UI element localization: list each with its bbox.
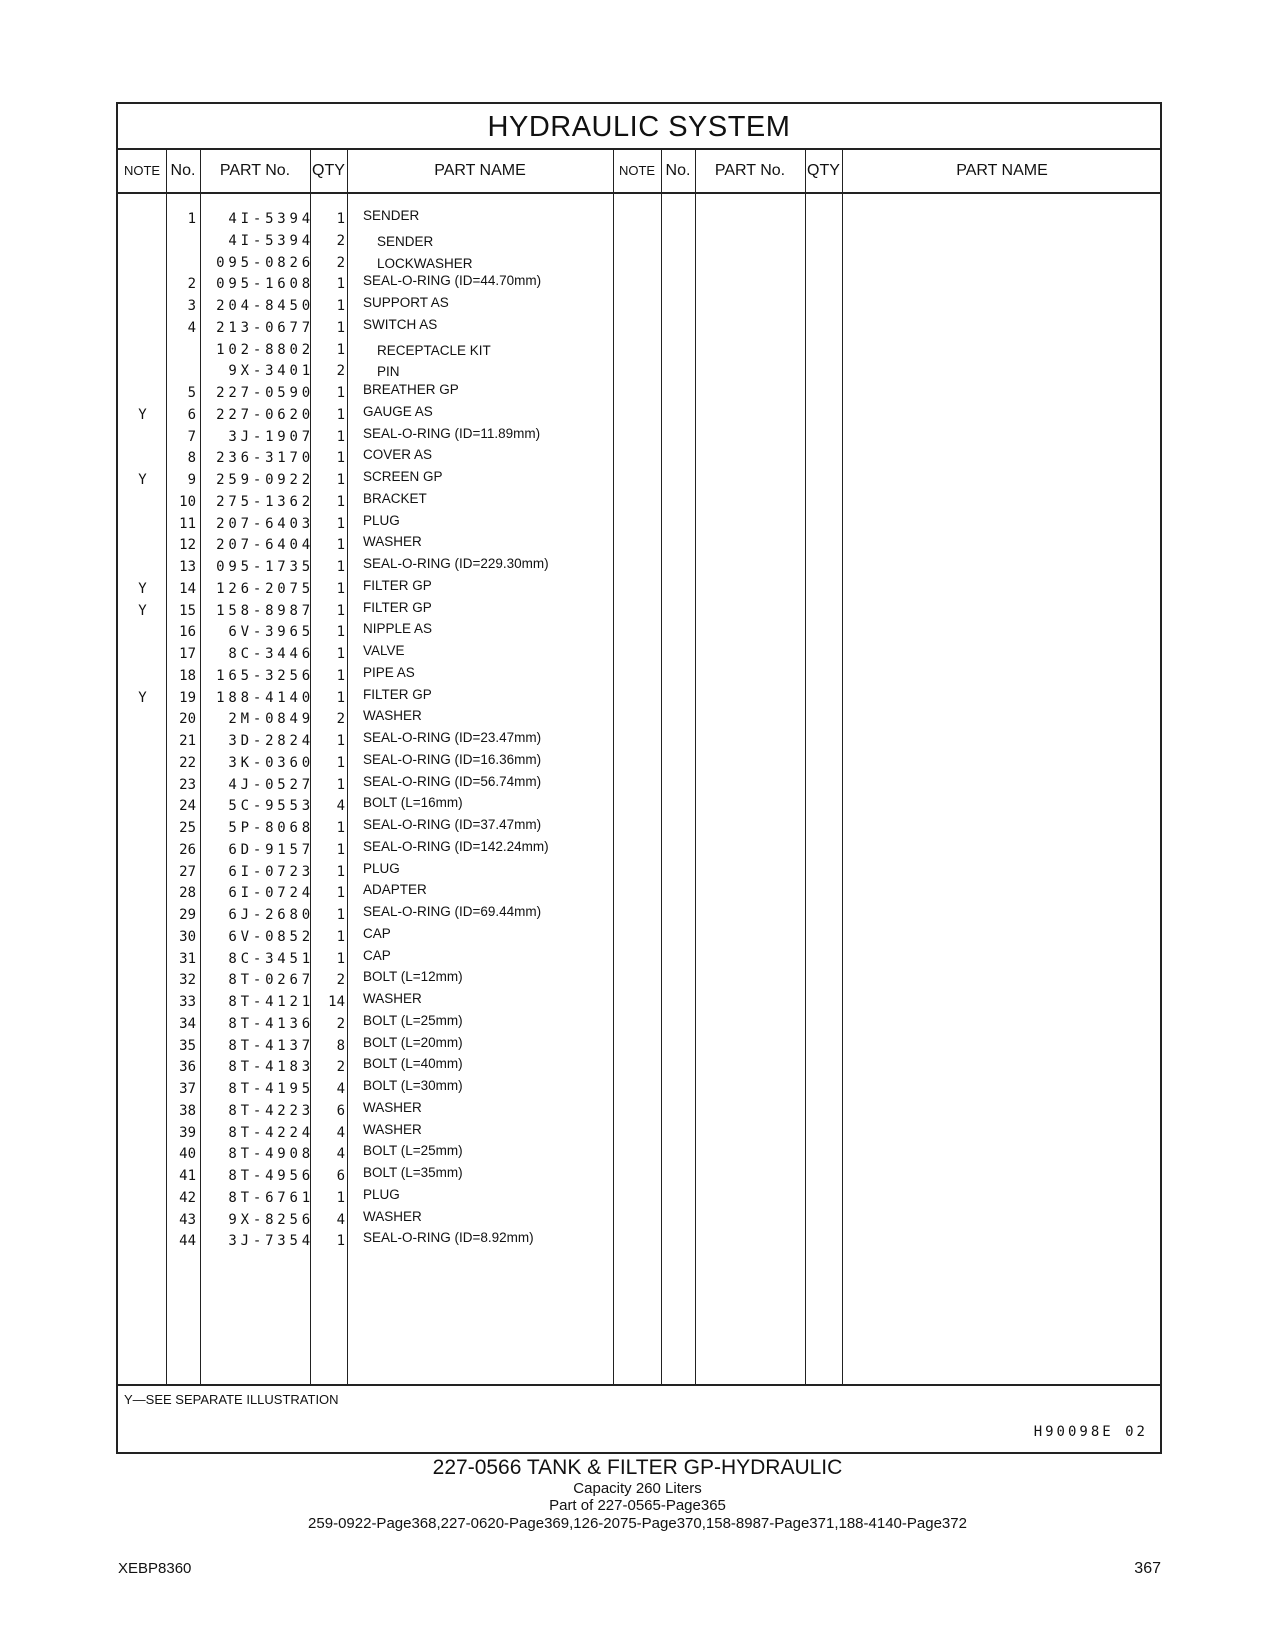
item-number-cell: 30 xyxy=(179,928,196,945)
item-number-cell: 31 xyxy=(179,950,196,967)
part-name-cell: COVER AS xyxy=(363,447,433,463)
part-number-cell: 207-6404 xyxy=(216,537,314,554)
quantity-cell: 1 xyxy=(336,298,345,314)
part-name-cell: WASHER xyxy=(363,1121,422,1137)
quantity-cell: 1 xyxy=(336,667,345,684)
part-name-cell: RECEPTACLE KIT xyxy=(377,342,491,358)
quantity-cell: 1 xyxy=(336,580,345,597)
table-row xyxy=(118,447,1162,469)
item-number-cell: 21 xyxy=(179,733,196,749)
part-number-cell: 3J-7354 xyxy=(228,1233,314,1250)
part-name-cell: BOLT (L=16mm) xyxy=(363,795,463,811)
quantity-cell: 2 xyxy=(336,254,345,271)
note-cell: Y xyxy=(138,602,147,619)
item-number-cell: 16 xyxy=(179,624,196,641)
part-number-cell: 259-0922 xyxy=(216,472,314,488)
part-number-cell: 3J-1907 xyxy=(228,428,314,445)
part-number-cell: 8T-4136 xyxy=(228,1015,314,1032)
quantity-cell: 1 xyxy=(336,472,345,488)
part-number-cell: 8T-4224 xyxy=(228,1124,314,1141)
part-name-cell: SUPPORT AS xyxy=(363,295,449,310)
quantity-cell: 4 xyxy=(336,1146,345,1163)
item-number-cell: 43 xyxy=(179,1211,196,1228)
part-name-cell: GAUGE AS xyxy=(363,403,433,419)
table-row xyxy=(118,404,1162,426)
drawing-code: H90098E 02 xyxy=(1033,1424,1148,1440)
table-row xyxy=(118,360,1162,382)
table-row xyxy=(118,708,1162,730)
part-number-cell: 4I-5394 xyxy=(228,232,314,249)
quantity-cell: 1 xyxy=(336,754,345,771)
table-row xyxy=(118,991,1162,1013)
item-number-cell: 22 xyxy=(179,754,196,771)
item-number-cell: 42 xyxy=(179,1189,196,1206)
item-number-cell: 35 xyxy=(179,1037,196,1054)
part-name-cell: WASHER xyxy=(363,1099,422,1115)
quantity-cell: 1 xyxy=(336,385,345,401)
table-row xyxy=(118,839,1162,861)
part-name-cell: BOLT (L=12mm) xyxy=(363,969,463,985)
part-number-cell: 204-8450 xyxy=(216,298,314,314)
quantity-cell: 1 xyxy=(336,559,345,575)
parts-table-frame xyxy=(116,102,1162,1454)
part-number-cell: 8T-4121 xyxy=(228,994,314,1010)
item-number-cell: 23 xyxy=(179,776,196,793)
quantity-cell: 1 xyxy=(336,928,345,945)
item-number-cell: 11 xyxy=(179,515,196,532)
quantity-cell: 1 xyxy=(336,1233,345,1250)
part-name-cell: PLUG xyxy=(363,860,400,876)
table-row xyxy=(118,730,1162,752)
part-number-cell: 3K-0360 xyxy=(228,754,314,771)
item-number-cell: 25 xyxy=(179,820,196,836)
table-row xyxy=(118,1165,1162,1187)
item-number-cell: 37 xyxy=(179,1081,196,1097)
table-row xyxy=(118,665,1162,687)
part-number-cell: 3D-2824 xyxy=(228,733,314,749)
item-number-cell: 5 xyxy=(187,385,196,401)
part-number-cell: 275-1362 xyxy=(216,493,314,510)
item-number-cell: 34 xyxy=(179,1015,196,1032)
part-number-cell: 6I-0724 xyxy=(228,885,314,902)
item-number-cell: 44 xyxy=(179,1233,196,1250)
quantity-cell: 4 xyxy=(336,798,345,815)
part-number-cell: 4J-0527 xyxy=(228,776,314,793)
part-name-cell: FILTER GP xyxy=(363,577,432,593)
note-cell: Y xyxy=(138,580,147,597)
part-number-cell: 6I-0723 xyxy=(228,863,314,880)
page-number: 367 xyxy=(1134,1560,1161,1577)
quantity-cell: 2 xyxy=(336,1015,345,1032)
part-name-cell: FILTER GP xyxy=(363,599,432,615)
quantity-cell: 1 xyxy=(336,428,345,445)
part-name-cell: BOLT (L=25mm) xyxy=(363,1143,463,1159)
part-number-cell: 8T-4223 xyxy=(228,1102,314,1119)
part-name-cell: ADAPTER xyxy=(363,882,427,898)
caption-capacity: Capacity 260 Liters xyxy=(573,1480,702,1497)
quantity-cell: 1 xyxy=(336,493,345,510)
part-number-cell: 8C-3451 xyxy=(228,950,314,967)
table-row xyxy=(118,1035,1162,1057)
quantity-cell: 1 xyxy=(336,341,345,358)
table-row xyxy=(118,752,1162,774)
table-row xyxy=(118,1230,1162,1252)
table-row xyxy=(118,795,1162,817)
table-row xyxy=(118,774,1162,796)
table-row xyxy=(118,252,1162,274)
part-number-cell: 8T-4137 xyxy=(228,1037,314,1054)
table-row xyxy=(118,882,1162,904)
part-name-cell: WASHER xyxy=(363,534,422,550)
part-name-cell: SEAL-O-RING (ID=37.47mm) xyxy=(363,817,542,832)
part-name-cell: BREATHER GP xyxy=(363,382,459,397)
table-row xyxy=(118,687,1162,709)
header-no-right: No. xyxy=(665,162,691,179)
part-name-cell: BOLT (L=40mm) xyxy=(363,1056,463,1072)
header-part-no-right: PART No. xyxy=(714,162,786,179)
table-row xyxy=(118,926,1162,948)
table-row xyxy=(118,382,1162,404)
header-note-left: NOTE xyxy=(123,163,161,178)
part-name-cell: CAP xyxy=(363,925,391,941)
part-number-cell: 6J-2680 xyxy=(228,907,314,923)
quantity-cell: 4 xyxy=(336,1124,345,1141)
part-number-cell: 213-0677 xyxy=(216,319,314,336)
item-number-cell: 20 xyxy=(179,711,196,728)
item-number-cell: 38 xyxy=(179,1102,196,1119)
quantity-cell: 6 xyxy=(336,1168,345,1184)
item-number-cell: 27 xyxy=(179,863,196,880)
header-qty-left: QTY xyxy=(312,162,345,179)
part-number-cell: 9X-8256 xyxy=(228,1211,314,1228)
table-row xyxy=(118,317,1162,339)
part-number-cell: 8T-4183 xyxy=(228,1059,314,1076)
item-number-cell: 33 xyxy=(179,994,196,1010)
header-part-name-right: PART NAME xyxy=(956,162,1048,179)
item-number-cell: 2 xyxy=(187,276,196,293)
part-number-cell: 6V-0852 xyxy=(228,928,314,945)
item-number-cell: 14 xyxy=(179,580,196,597)
part-number-cell: 8T-6761 xyxy=(228,1189,314,1206)
quantity-cell: 4 xyxy=(336,1211,345,1228)
quantity-cell: 1 xyxy=(336,689,345,706)
part-number-cell: 2M-0849 xyxy=(228,711,314,728)
table-row xyxy=(118,1122,1162,1144)
quantity-cell: 1 xyxy=(336,841,345,858)
part-number-cell: 227-0620 xyxy=(216,406,314,423)
part-number-cell: 8T-4908 xyxy=(228,1146,314,1163)
part-name-cell: BRACKET xyxy=(363,490,427,506)
part-name-cell: BOLT (L=25mm) xyxy=(363,1012,463,1028)
quantity-cell: 1 xyxy=(336,885,345,902)
quantity-cell: 1 xyxy=(336,276,345,293)
quantity-cell: 8 xyxy=(336,1037,345,1054)
table-row xyxy=(118,295,1162,317)
part-number-cell: 4I-5394 xyxy=(228,211,314,227)
part-name-cell: CAP xyxy=(363,947,391,963)
item-number-cell: 9 xyxy=(187,472,196,488)
table-row xyxy=(118,339,1162,361)
section-title: HYDRAULIC SYSTEM xyxy=(118,104,1160,150)
part-name-cell: SEAL-O-RING (ID=229.30mm) xyxy=(363,556,549,571)
part-number-cell: 227-0590 xyxy=(216,385,314,401)
table-row xyxy=(118,491,1162,513)
table-row xyxy=(118,817,1162,839)
table-row xyxy=(118,1056,1162,1078)
part-number-cell: 8C-3446 xyxy=(228,646,314,662)
part-number-cell: 8T-4956 xyxy=(228,1168,314,1184)
table-row xyxy=(118,969,1162,991)
part-number-cell: 6V-3965 xyxy=(228,624,314,641)
quantity-cell: 1 xyxy=(336,646,345,662)
quantity-cell: 1 xyxy=(336,950,345,967)
item-number-cell: 32 xyxy=(179,972,196,989)
quantity-cell: 1 xyxy=(336,1189,345,1206)
part-number-cell: 126-2075 xyxy=(216,580,314,597)
part-number-cell: 165-3256 xyxy=(216,667,314,684)
part-number-cell: 6D-9157 xyxy=(228,841,314,858)
item-number-cell: 10 xyxy=(179,493,196,510)
part-name-cell: WASHER xyxy=(363,991,422,1006)
part-name-cell: SEAL-O-RING (ID=8.92mm) xyxy=(363,1230,534,1246)
part-name-cell: SENDER xyxy=(363,208,420,223)
table-row xyxy=(118,948,1162,970)
part-number-cell: 095-0826 xyxy=(216,254,314,271)
part-number-cell: 8T-4195 xyxy=(228,1081,314,1097)
quantity-cell: 1 xyxy=(336,515,345,532)
quantity-cell: 2 xyxy=(336,232,345,249)
part-name-cell: WASHER xyxy=(363,1208,422,1224)
table-row xyxy=(118,1100,1162,1122)
quantity-cell: 1 xyxy=(336,820,345,836)
part-name-cell: SENDER xyxy=(377,233,434,249)
quantity-cell: 1 xyxy=(336,733,345,749)
item-number-cell: 12 xyxy=(179,537,196,554)
quantity-cell: 1 xyxy=(336,624,345,641)
part-number-cell: 5C-9553 xyxy=(228,798,314,815)
header-no-left: No. xyxy=(170,162,196,179)
item-number-cell: 24 xyxy=(179,798,196,815)
quantity-cell: 1 xyxy=(336,406,345,423)
item-number-cell: 18 xyxy=(179,667,196,684)
table-row xyxy=(118,273,1162,295)
quantity-cell: 1 xyxy=(336,319,345,336)
header-part-no-left: PART No. xyxy=(219,162,291,179)
note-cell: Y xyxy=(138,689,147,706)
item-number-cell: 15 xyxy=(179,602,196,619)
table-row xyxy=(118,556,1162,578)
quantity-cell: 1 xyxy=(336,907,345,923)
table-row xyxy=(118,861,1162,883)
item-number-cell: 29 xyxy=(179,907,196,923)
part-number-cell: 158-8987 xyxy=(216,602,314,619)
table-row xyxy=(118,600,1162,622)
table-row xyxy=(118,208,1162,230)
quantity-cell: 2 xyxy=(336,363,345,380)
part-name-cell: SWITCH AS xyxy=(363,316,438,332)
table-row xyxy=(118,230,1162,252)
item-number-cell: 7 xyxy=(187,428,196,445)
item-number-cell: 28 xyxy=(179,885,196,902)
part-name-cell: BOLT (L=20mm) xyxy=(363,1034,463,1050)
item-number-cell: 39 xyxy=(179,1124,196,1141)
caption-title: 227-0566 TANK & FILTER GP-HYDRAULIC xyxy=(432,1456,843,1479)
part-name-cell: SEAL-O-RING (ID=142.24mm) xyxy=(363,838,549,854)
item-number-cell: 6 xyxy=(187,406,196,423)
quantity-cell: 2 xyxy=(336,1059,345,1076)
table-row xyxy=(118,643,1162,665)
part-name-cell: SEAL-O-RING (ID=44.70mm) xyxy=(363,273,542,289)
item-number-cell: 17 xyxy=(179,646,196,662)
quantity-cell: 1 xyxy=(336,450,345,467)
footnote: Y—SEE SEPARATE ILLUSTRATION xyxy=(124,1392,339,1407)
caption-part-of: Part of 227-0565-Page365 xyxy=(549,1497,726,1514)
part-number-cell: 095-1608 xyxy=(216,276,314,293)
part-number-cell: 9X-3401 xyxy=(228,363,314,380)
note-cell: Y xyxy=(138,472,147,488)
part-name-cell: NIPPLE AS xyxy=(363,621,433,637)
quantity-cell: 1 xyxy=(336,776,345,793)
quantity-cell: 4 xyxy=(336,1081,345,1097)
part-name-cell: SEAL-O-RING (ID=23.47mm) xyxy=(363,730,542,745)
item-number-cell: 1 xyxy=(187,211,196,227)
document-id: XEBP8360 xyxy=(118,1560,192,1577)
table-row xyxy=(118,1078,1162,1100)
table-row xyxy=(118,1187,1162,1209)
table-body-bottom-rule xyxy=(118,1384,1160,1386)
part-name-cell: SEAL-O-RING (ID=16.36mm) xyxy=(363,751,542,767)
note-cell: Y xyxy=(138,406,147,423)
part-name-cell: VALVE xyxy=(363,643,405,658)
quantity-cell: 14 xyxy=(328,994,345,1010)
table-row xyxy=(118,578,1162,600)
quantity-cell: 1 xyxy=(336,211,345,227)
part-name-cell: PIPE AS xyxy=(363,664,415,680)
table-row xyxy=(118,904,1162,926)
table-row xyxy=(118,534,1162,556)
caption-references: 259-0922-Page368,227-0620-Page369,126-2075-Page370,158-8987-Page371,188-4140-Page372 xyxy=(308,1515,967,1532)
item-number-cell: 26 xyxy=(179,841,196,858)
table-row xyxy=(118,1143,1162,1165)
part-name-cell: SEAL-O-RING (ID=11.89mm) xyxy=(363,425,541,441)
table-row xyxy=(118,426,1162,448)
quantity-cell: 1 xyxy=(336,537,345,554)
quantity-cell: 2 xyxy=(336,711,345,728)
part-number-cell: 095-1735 xyxy=(216,559,314,575)
item-number-cell: 3 xyxy=(187,298,196,314)
part-name-cell: LOCKWASHER xyxy=(377,255,473,271)
part-name-cell: PIN xyxy=(377,364,400,380)
quantity-cell: 6 xyxy=(336,1102,345,1119)
item-number-cell: 41 xyxy=(179,1168,196,1184)
part-name-cell: BOLT (L=35mm) xyxy=(363,1165,463,1180)
item-number-cell: 19 xyxy=(179,689,196,706)
table-row xyxy=(118,1209,1162,1231)
table-header xyxy=(118,150,1160,194)
item-number-cell: 36 xyxy=(179,1059,196,1076)
part-number-cell: 5P-8068 xyxy=(228,820,314,836)
item-number-cell: 8 xyxy=(187,450,196,467)
quantity-cell: 2 xyxy=(336,972,345,989)
part-number-cell: 8T-0267 xyxy=(228,972,314,989)
item-number-cell: 13 xyxy=(179,559,196,575)
part-name-cell: SEAL-O-RING (ID=56.74mm) xyxy=(363,773,542,789)
table-row xyxy=(118,469,1162,491)
quantity-cell: 1 xyxy=(336,602,345,619)
item-number-cell: 4 xyxy=(187,319,196,336)
table-row xyxy=(118,513,1162,535)
table-row xyxy=(118,621,1162,643)
quantity-cell: 1 xyxy=(336,863,345,880)
part-name-cell: BOLT (L=30mm) xyxy=(363,1078,463,1093)
part-name-cell: PLUG xyxy=(363,512,400,528)
part-number-cell: 102-8802 xyxy=(216,341,314,358)
item-number-cell: 40 xyxy=(179,1146,196,1163)
part-name-cell: SCREEN GP xyxy=(363,469,443,484)
part-number-cell: 207-6403 xyxy=(216,515,314,532)
part-name-cell: WASHER xyxy=(363,708,422,724)
header-part-name-left: PART NAME xyxy=(434,162,526,179)
part-name-cell: FILTER GP xyxy=(363,686,432,702)
part-name-cell: SEAL-O-RING (ID=69.44mm) xyxy=(363,904,542,919)
table-row xyxy=(118,1013,1162,1035)
header-qty-right: QTY xyxy=(807,162,840,179)
part-number-cell: 236-3170 xyxy=(216,450,314,467)
part-name-cell: PLUG xyxy=(363,1186,400,1202)
header-note-right: NOTE xyxy=(618,163,656,178)
part-number-cell: 188-4140 xyxy=(216,689,314,706)
